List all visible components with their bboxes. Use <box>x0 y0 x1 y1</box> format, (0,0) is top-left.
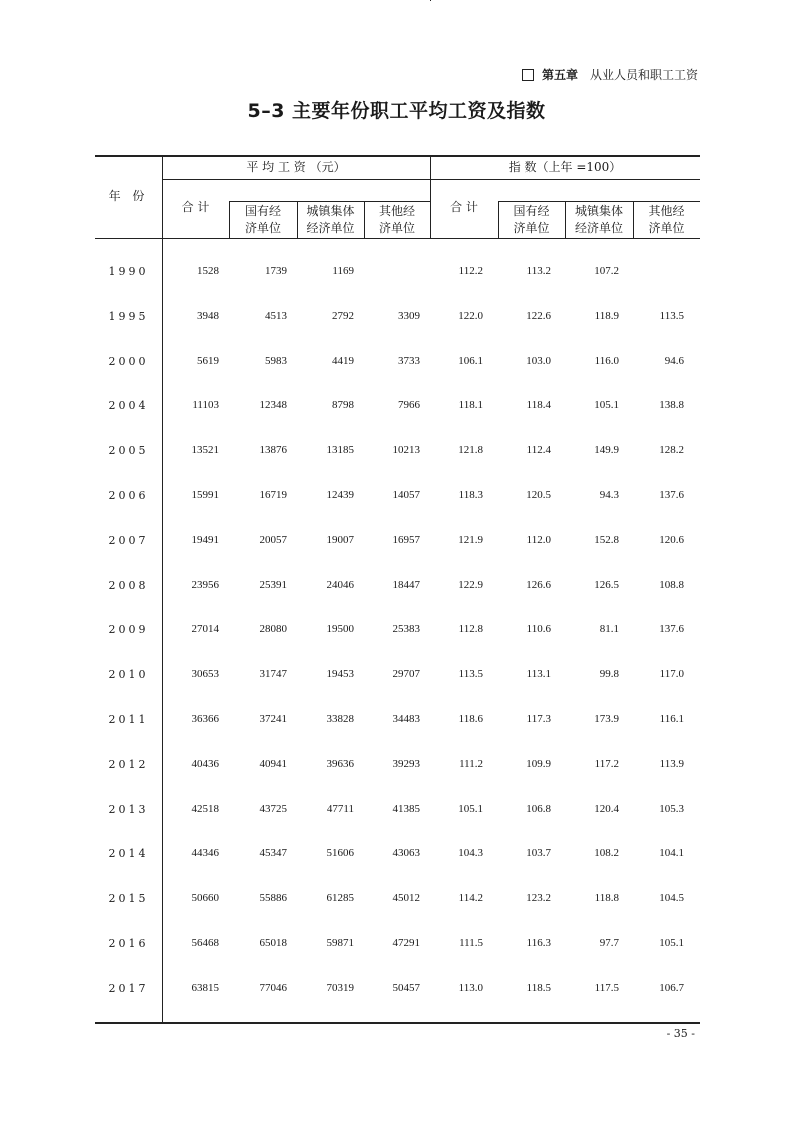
table-cell: 105.1 <box>458 803 483 815</box>
table-cell: 118.4 <box>526 399 551 411</box>
table-cell: 126.6 <box>526 579 551 591</box>
table-cell: 27014 <box>191 623 219 635</box>
table-cell: 1169 <box>332 265 354 277</box>
header-wage-state <box>229 203 297 237</box>
table-cell: 103.7 <box>526 847 551 859</box>
table-cell: 114.2 <box>458 892 483 904</box>
table-cell: 112.0 <box>526 534 551 546</box>
header-avg-wage: 平 均 工 资 （元） <box>246 160 346 174</box>
table-cell: 113.5 <box>659 310 684 322</box>
row-year: 2008 <box>108 579 149 592</box>
row-year: 2015 <box>108 892 149 905</box>
table-cell: 126.5 <box>594 579 619 591</box>
table-cell: 94.6 <box>664 355 684 367</box>
table-cell: 113.2 <box>526 265 551 277</box>
table-cell: 118.3 <box>458 489 483 501</box>
table-cell: 70319 <box>326 982 354 994</box>
header-index-total: 合 计 <box>450 200 478 214</box>
header-line: 经济单位 <box>574 221 623 235</box>
table-cell: 43725 <box>259 803 287 815</box>
header-line: 济单位 <box>513 221 550 235</box>
table-cell: 104.1 <box>659 847 684 859</box>
table-cell: 106.7 <box>659 982 684 994</box>
table-cell: 117.0 <box>659 668 684 680</box>
table-cell: 97.7 <box>599 937 619 949</box>
table-cell: 25383 <box>392 623 420 635</box>
table-cell: 39636 <box>326 758 354 770</box>
header-index: 指 数（上年 =100） <box>508 160 622 174</box>
header-line: 城镇集体 <box>574 204 623 218</box>
table-cell: 3733 <box>398 355 420 367</box>
table-cell: 40941 <box>259 758 287 770</box>
table-cell: 120.4 <box>594 803 619 815</box>
table-cell: 15991 <box>191 489 219 501</box>
table-cell: 59871 <box>326 937 354 949</box>
table-cell: 7966 <box>398 399 420 411</box>
table-cell: 39293 <box>392 758 420 770</box>
table-cell: 4419 <box>332 355 354 367</box>
table-cell: 104.5 <box>659 892 684 904</box>
table-cell: 149.9 <box>594 444 619 456</box>
table-cell: 19007 <box>326 534 354 546</box>
table-cell: 81.1 <box>599 623 619 635</box>
table-cell: 117.3 <box>526 713 551 725</box>
table-cell: 50457 <box>392 982 420 994</box>
table-cell: 65018 <box>259 937 287 949</box>
table-cell: 122.0 <box>458 310 483 322</box>
table-cell: 111.5 <box>459 937 483 949</box>
table-cell: 121.9 <box>458 534 483 546</box>
table-cell: 51606 <box>326 847 354 859</box>
table-cell: 12348 <box>259 399 287 411</box>
table-cell: 16957 <box>392 534 420 546</box>
table-cell: 106.8 <box>526 803 551 815</box>
table-cell: 61285 <box>326 892 354 904</box>
row-year: 2009 <box>108 623 149 636</box>
table-cell: 28080 <box>259 623 287 635</box>
header-line: 济单位 <box>378 221 415 235</box>
table-cell: 5983 <box>265 355 287 367</box>
table-cell: 23956 <box>191 579 219 591</box>
table-cell: 1739 <box>265 265 287 277</box>
row-year: 2006 <box>108 489 149 502</box>
table-cell: 16719 <box>259 489 287 501</box>
header-wage-other <box>364 203 430 237</box>
table-cell: 118.9 <box>594 310 619 322</box>
table-cell: 118.6 <box>458 713 483 725</box>
header-line: 济单位 <box>648 221 685 235</box>
chapter-title: 从业人员和职工工资 <box>589 68 698 82</box>
table-cell: 118.8 <box>594 892 619 904</box>
table-cell: 3309 <box>398 310 420 322</box>
header-index-other <box>633 203 700 237</box>
table-cell: 120.6 <box>659 534 684 546</box>
table-cell: 20057 <box>259 534 287 546</box>
row-year: 2005 <box>108 444 149 457</box>
table-cell: 55886 <box>259 892 287 904</box>
table-cell: 118.1 <box>458 399 483 411</box>
table-cell: 1528 <box>197 265 219 277</box>
row-year: 2007 <box>108 534 149 547</box>
header-index-state <box>498 203 565 237</box>
table-cell: 113.9 <box>659 758 684 770</box>
table-cell: 36366 <box>191 713 219 725</box>
chapter-header <box>522 66 698 83</box>
table-cell: 56468 <box>191 937 219 949</box>
table-title: 5–3 主要年份职工平均工资及指数 <box>247 100 546 122</box>
row-year: 2012 <box>108 758 149 771</box>
row-year: 1990 <box>108 265 149 278</box>
table-cell: 19491 <box>191 534 219 546</box>
square-icon <box>522 69 534 81</box>
row-year: 1995 <box>108 310 149 323</box>
row-year: 2000 <box>108 355 149 368</box>
table-cell: 29707 <box>392 668 420 680</box>
row-year: 2010 <box>108 668 149 681</box>
table-cell: 45012 <box>392 892 420 904</box>
row-year: 2004 <box>108 399 149 412</box>
table-top-rule <box>95 155 700 157</box>
table-cell: 47291 <box>392 937 420 949</box>
table-cell: 116.0 <box>594 355 619 367</box>
table-cell: 24046 <box>326 579 354 591</box>
table-cell: 42518 <box>191 803 219 815</box>
table-cell: 116.1 <box>659 713 684 725</box>
header-line: 城镇集体 <box>306 204 355 218</box>
row-year: 2013 <box>108 803 149 816</box>
table-cell: 94.3 <box>599 489 619 501</box>
table-cell: 44346 <box>191 847 219 859</box>
table-cell: 4513 <box>265 310 287 322</box>
table-cell: 104.3 <box>458 847 483 859</box>
table-cell: 13185 <box>326 444 354 456</box>
header-index-collective <box>565 203 633 237</box>
table-cell: 120.5 <box>526 489 551 501</box>
table-cell: 77046 <box>259 982 287 994</box>
table-cell: 117.2 <box>594 758 619 770</box>
table-cell: 43063 <box>392 847 420 859</box>
row-year: 2011 <box>108 713 149 726</box>
table-cell: 25391 <box>259 579 287 591</box>
table-cell: 50660 <box>191 892 219 904</box>
table-cell: 122.6 <box>526 310 551 322</box>
table-cell: 112.4 <box>526 444 551 456</box>
table-cell: 103.0 <box>526 355 551 367</box>
table-cell: 113.5 <box>458 668 483 680</box>
table-cell: 152.8 <box>594 534 619 546</box>
table-cell: 110.6 <box>526 623 551 635</box>
table-cell: 117.5 <box>594 982 619 994</box>
table-cell: 41385 <box>392 803 420 815</box>
table-cell: 31747 <box>259 668 287 680</box>
table-cell: 18447 <box>392 579 420 591</box>
header-line: 经济单位 <box>306 221 355 235</box>
table-cell: 137.6 <box>659 623 684 635</box>
table-cell: 63815 <box>191 982 219 994</box>
table-cell: 47711 <box>326 803 354 815</box>
index-sub-rule <box>498 201 700 202</box>
table-cell: 2792 <box>332 310 354 322</box>
table-cell: 128.2 <box>659 444 684 456</box>
table-cell: 111.2 <box>459 758 483 770</box>
wage-sub-rule <box>229 201 430 202</box>
table-cell: 37241 <box>259 713 287 725</box>
table-cell: 108.2 <box>594 847 619 859</box>
table-cell: 40436 <box>191 758 219 770</box>
page-number: - 35 - <box>666 1027 695 1040</box>
chapter-number: 第五章 <box>541 68 578 82</box>
table-cell: 34483 <box>392 713 420 725</box>
header-subrule <box>162 179 700 180</box>
table-cell: 173.9 <box>594 713 619 725</box>
table-cell: 113.0 <box>458 982 483 994</box>
table-cell: 19453 <box>326 668 354 680</box>
table-cell: 107.2 <box>594 265 619 277</box>
table-cell: 33828 <box>326 713 354 725</box>
table-cell: 108.8 <box>659 579 684 591</box>
header-bottom-rule <box>95 238 700 239</box>
table-cell: 19500 <box>326 623 354 635</box>
row-year: 2014 <box>108 847 149 860</box>
table-cell: 112.8 <box>458 623 483 635</box>
row-year: 2016 <box>108 937 149 950</box>
header-line: 其他经 <box>378 204 415 218</box>
header-line: 国有经 <box>513 204 550 218</box>
table-cell: 105.1 <box>659 937 684 949</box>
table-cell: 11103 <box>192 399 219 411</box>
header-line: 国有经 <box>244 204 281 218</box>
table-cell: 113.1 <box>526 668 551 680</box>
table-cell: 106.1 <box>458 355 483 367</box>
table-cell: 99.8 <box>599 668 619 680</box>
table-cell: 8798 <box>332 399 354 411</box>
table-cell: 121.8 <box>458 444 483 456</box>
table-cell: 5619 <box>197 355 219 367</box>
row-year: 2017 <box>108 982 149 995</box>
table-cell: 138.8 <box>659 399 684 411</box>
table-cell: 137.6 <box>659 489 684 501</box>
table-cell: 3948 <box>197 310 219 322</box>
table-cell: 45347 <box>259 847 287 859</box>
table-cell: 13876 <box>259 444 287 456</box>
table-cell: 112.2 <box>458 265 483 277</box>
table-cell: 123.2 <box>526 892 551 904</box>
header-wage-collective <box>297 203 364 237</box>
table-cell: 13521 <box>191 444 219 456</box>
table-cell: 12439 <box>326 489 354 501</box>
header-line: 其他经 <box>648 204 685 218</box>
table-cell: 116.3 <box>526 937 551 949</box>
table-cell: 122.9 <box>458 579 483 591</box>
table-cell: 105.1 <box>594 399 619 411</box>
table-cell: 30653 <box>191 668 219 680</box>
header-line: 济单位 <box>244 221 281 235</box>
table-cell: 118.5 <box>526 982 551 994</box>
table-cell: 14057 <box>392 489 420 501</box>
spacer <box>430 0 431 1</box>
table-cell: 10213 <box>392 444 420 456</box>
header-year: 年 份 <box>108 189 149 203</box>
header-wage-total: 合 计 <box>181 200 210 214</box>
table-cell: 109.9 <box>526 758 551 770</box>
table-bottom-rule <box>95 1022 700 1024</box>
table-cell: 105.3 <box>659 803 684 815</box>
